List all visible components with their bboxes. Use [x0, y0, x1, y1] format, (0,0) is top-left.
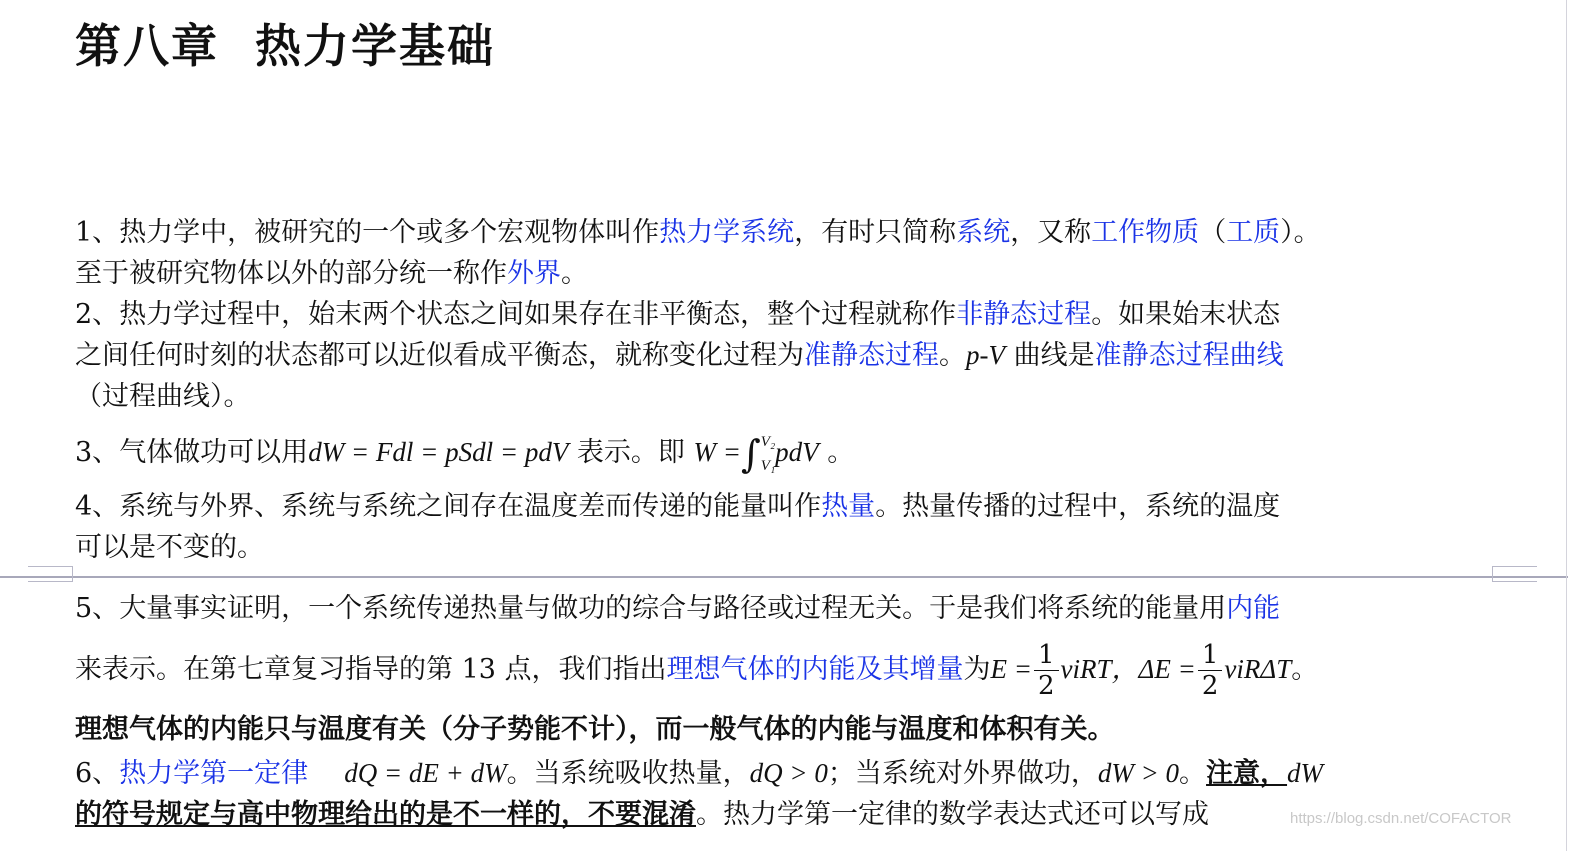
- fraction-half: $\frac{1}{2}$: [1198, 640, 1223, 701]
- paragraph-5: 5、大量事实证明，一个系统传递热量与做功的综合与路径或过程无关。于是我们将系统的能量用内能 来表示。在第七章复习指导的第 13 点，我们指出理想气体的内能及其增量为E = $\frac{1}{2}$ νiRT，ΔE = $\frac{1}{2}$ νiRΔT。 理想气体的内能只与温度有关（分子势能不计），而一般气体的内能与温度和体积有关。: [75, 588, 1495, 750]
- integral-sign: ∫: [740, 432, 761, 476]
- term-quasistatic-curve: 准静态过程曲线: [1094, 340, 1284, 371]
- term-heat: 热量: [821, 491, 876, 522]
- page-break: [0, 576, 1568, 578]
- paragraph-6: 6、热力学第一定律 dQ = dE + dW。当系统吸收热量，dQ > 0；当系统对外界做功，dW > 0。注意，dW 的符号规定与高中物理给出的是不一样的，不要混淆。热力学第一定律的数学表达式还可以写成: [75, 758, 1324, 830]
- item-number: 6、: [75, 758, 120, 789]
- sign-convention-warning: 的符号规定与高中物理给出的是不一样的，不要混淆: [75, 799, 696, 830]
- pv-symbol: p-V: [966, 340, 1005, 370]
- first-law-formula: dQ = dE + dW: [344, 758, 507, 788]
- item-number: 3、: [75, 437, 120, 468]
- crop-mark-right: [1492, 566, 1537, 582]
- item-number: 5、: [75, 593, 120, 624]
- term-working-medium: 工质: [1226, 217, 1281, 248]
- work-formula: dW = Fdl = pSdl = pdV: [308, 437, 569, 467]
- bold-statement: 理想气体的内能只与温度有关（分子势能不计），而一般气体的内能与温度和体积有关。: [75, 714, 1115, 745]
- term-thermo-system: 热力学系统: [659, 217, 795, 248]
- paragraph-1: 1、热力学中，被研究的一个或多个宏观物体叫作热力学系统，有时只简称系统，又称工作物质（工质）。 至于被研究物体以外的部分统一称作外界。: [75, 217, 1321, 289]
- paragraph-3: 3、气体做功可以用dW = Fdl = pSdl = pdV 表示。即 W =∫ V₂ V₁ pdV 。: [75, 428, 1495, 478]
- work-integrand: pdV: [775, 437, 819, 467]
- term-surroundings: 外界: [507, 258, 561, 289]
- fraction-half: $\frac{1}{2}$: [1034, 640, 1059, 701]
- term-internal-energy: 内能: [1226, 593, 1281, 624]
- chapter-title: 第八章 热力学基础: [75, 19, 496, 73]
- note-label: 注意，: [1206, 758, 1288, 789]
- work-integral-lhs: W =: [693, 437, 741, 467]
- term-nonstatic-process: 非静态过程: [956, 299, 1092, 330]
- item-number: 2、: [75, 299, 120, 330]
- term-first-law: 热力学第一定律: [119, 758, 309, 789]
- item-number: 1、: [75, 217, 120, 248]
- paragraph-2: 2、热力学过程中，始末两个状态之间如果存在非平衡态，整个过程就称作非静态过程。如果始末状态 之间任何时刻的状态都可以近似看成平衡态，就称变化过程为准静态过程。p-V 曲线是准静态过程曲线 （过程曲线）。: [75, 299, 1284, 412]
- term-quasistatic-process: 准静态过程: [804, 340, 939, 371]
- integral-limits: V₂ V₁: [760, 433, 776, 474]
- paragraph-4: 4、系统与外界、系统与系统之间存在温度差而传递的能量叫作热量。热量传播的过程中，系统的温度 可以是不变的。: [75, 491, 1281, 563]
- internal-energy-line: 来表示。在第七章复习指导的第 13 点，我们指出理想气体的内能及其增量为E = $\frac{1}{2}$ νiRT，ΔE = $\frac{1}{2}$ νiRΔT。: [75, 640, 1319, 701]
- crop-mark-left: [28, 566, 73, 582]
- page-edge: [1566, 0, 1567, 851]
- watermark: https://blog.csdn.net/COFACTOR: [1290, 810, 1512, 827]
- term-ideal-gas-energy: 理想气体的内能及其增量: [666, 654, 964, 685]
- term-system: 系统: [956, 217, 1011, 248]
- term-working-substance: 工作物质: [1091, 217, 1200, 248]
- item-number: 4、: [75, 491, 120, 522]
